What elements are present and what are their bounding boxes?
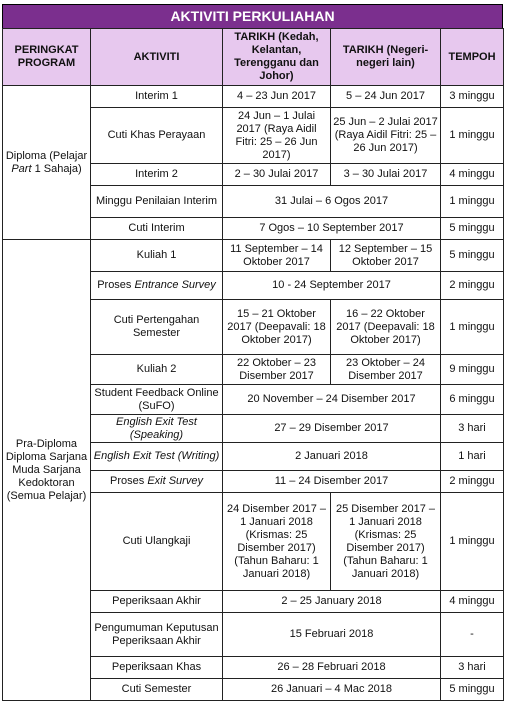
- calendar-sheet: [2, 4, 503, 701]
- date-cell: 26 – 28 Februari 2018: [223, 657, 441, 679]
- activity-cell: Proses Entrance Survey: [91, 272, 223, 300]
- header-program: PERINGKAT PROGRAM: [3, 29, 91, 86]
- table-row: [3, 86, 504, 108]
- duration-cell: 4 minggu: [441, 591, 504, 613]
- date-cell: 26 Januari – 4 Mac 2018: [223, 679, 441, 701]
- duration-cell: 3 minggu: [441, 86, 504, 108]
- duration-cell: 2 minggu: [441, 471, 504, 493]
- date-cell: 11 – 24 Disember 2017: [223, 471, 441, 493]
- date-a-cell: 11 September – 14 Oktober 2017: [223, 240, 331, 272]
- duration-cell: 1 minggu: [441, 493, 504, 591]
- duration-cell: -: [441, 613, 504, 657]
- activity-cell: Peperiksaan Khas: [91, 657, 223, 679]
- activity-cell: Cuti Pertengahan Semester: [91, 300, 223, 355]
- date-b-cell: 5 – 24 Jun 2017: [331, 86, 441, 108]
- duration-cell: 3 hari: [441, 657, 504, 679]
- date-b-cell: 25 Disember 2017 – 1 Januari 2018 (Krismas: 25 Disember 2017) (Tahun Baharu: 1 Januari 2018): [331, 493, 441, 591]
- duration-cell: 5 minggu: [441, 218, 504, 240]
- activity-cell: Kuliah 1: [91, 240, 223, 272]
- duration-cell: 1 minggu: [441, 186, 504, 218]
- duration-cell: 5 minggu: [441, 240, 504, 272]
- activity-cell: Interim 2: [91, 164, 223, 186]
- date-a-cell: 4 – 23 Jun 2017: [223, 86, 331, 108]
- date-cell: 2 – 25 January 2018: [223, 591, 441, 613]
- date-cell: 7 Ogos – 10 September 2017: [223, 218, 441, 240]
- activity-cell: Kuliah 2: [91, 355, 223, 385]
- duration-cell: 3 hari: [441, 415, 504, 443]
- date-cell: 31 Julai – 6 Ogos 2017: [223, 186, 441, 218]
- duration-cell: 1 hari: [441, 443, 504, 471]
- activity-cell: Minggu Penilaian Interim: [91, 186, 223, 218]
- activity-cell: Cuti Ulangkaji: [91, 493, 223, 591]
- activity-cell: Proses Exit Survey: [91, 471, 223, 493]
- duration-cell: 5 minggu: [441, 679, 504, 701]
- date-a-cell: 22 Oktober – 23 Disember 2017: [223, 355, 331, 385]
- table-row: [3, 240, 504, 272]
- duration-cell: 4 minggu: [441, 164, 504, 186]
- date-a-cell: 24 Jun – 1 Julai 2017 (Raya Aidil Fitri: 25 – 26 Jun 2017): [223, 108, 331, 164]
- date-cell: 20 November – 24 Disember 2017: [223, 385, 441, 415]
- activity-cell: Cuti Semester: [91, 679, 223, 701]
- date-cell: 10 - 24 September 2017: [223, 272, 441, 300]
- duration-cell: 1 minggu: [441, 300, 504, 355]
- group-pradiploma: Pra-Diploma Diploma Sarjana Muda Sarjana Kedoktoran (Semua Pelajar): [3, 240, 91, 701]
- date-a-cell: 15 – 21 Oktober 2017 (Deepavali: 18 Oktober 2017): [223, 300, 331, 355]
- activity-table: [2, 28, 504, 701]
- activity-cell: Interim 1: [91, 86, 223, 108]
- date-a-cell: 2 – 30 Julai 2017: [223, 164, 331, 186]
- duration-cell: 2 minggu: [441, 272, 504, 300]
- duration-cell: 9 minggu: [441, 355, 504, 385]
- header-activity: AKTIVITI: [91, 29, 223, 86]
- activity-cell: English Exit Test (Writing): [91, 443, 223, 471]
- date-b-cell: 12 September – 15 Oktober 2017: [331, 240, 441, 272]
- activity-cell: Pengumuman Keputusan Peperiksaan Akhir: [91, 613, 223, 657]
- date-cell: 27 – 29 Disember 2017: [223, 415, 441, 443]
- activity-cell: English Exit Test (Speaking): [91, 415, 223, 443]
- header-duration: TEMPOH: [441, 29, 504, 86]
- activity-cell: Peperiksaan Akhir: [91, 591, 223, 613]
- date-b-cell: 16 – 22 Oktober 2017 (Deepavali: 18 Oktober 2017): [331, 300, 441, 355]
- activity-cell: Cuti Khas Perayaan: [91, 108, 223, 164]
- header-date-b: TARIKH (Negeri-negeri lain): [331, 29, 441, 86]
- activity-cell: Cuti Interim: [91, 218, 223, 240]
- group-diploma: Diploma (Pelajar Part 1 Sahaja): [3, 86, 91, 240]
- activity-cell: Student Feedback Online (SuFO): [91, 385, 223, 415]
- date-b-cell: 23 Oktober – 24 Disember 2017: [331, 355, 441, 385]
- header-date-a: TARIKH (Kedah, Kelantan, Terengganu dan Johor): [223, 29, 331, 86]
- header-row: [3, 29, 504, 86]
- date-a-cell: 24 Disember 2017 – 1 Januari 2018 (Krismas: 25 Disember 2017) (Tahun Baharu: 1 Januari 2018): [223, 493, 331, 591]
- date-cell: 15 Februari 2018: [223, 613, 441, 657]
- date-cell: 2 Januari 2018: [223, 443, 441, 471]
- date-b-cell: 3 – 30 Julai 2017: [331, 164, 441, 186]
- duration-cell: 6 minggu: [441, 385, 504, 415]
- table-title: AKTIVITI PERKULIAHAN: [2, 4, 503, 28]
- date-b-cell: 25 Jun – 2 Julai 2017 (Raya Aidil Fitri: 25 – 26 Jun 2017): [331, 108, 441, 164]
- duration-cell: 1 minggu: [441, 108, 504, 164]
